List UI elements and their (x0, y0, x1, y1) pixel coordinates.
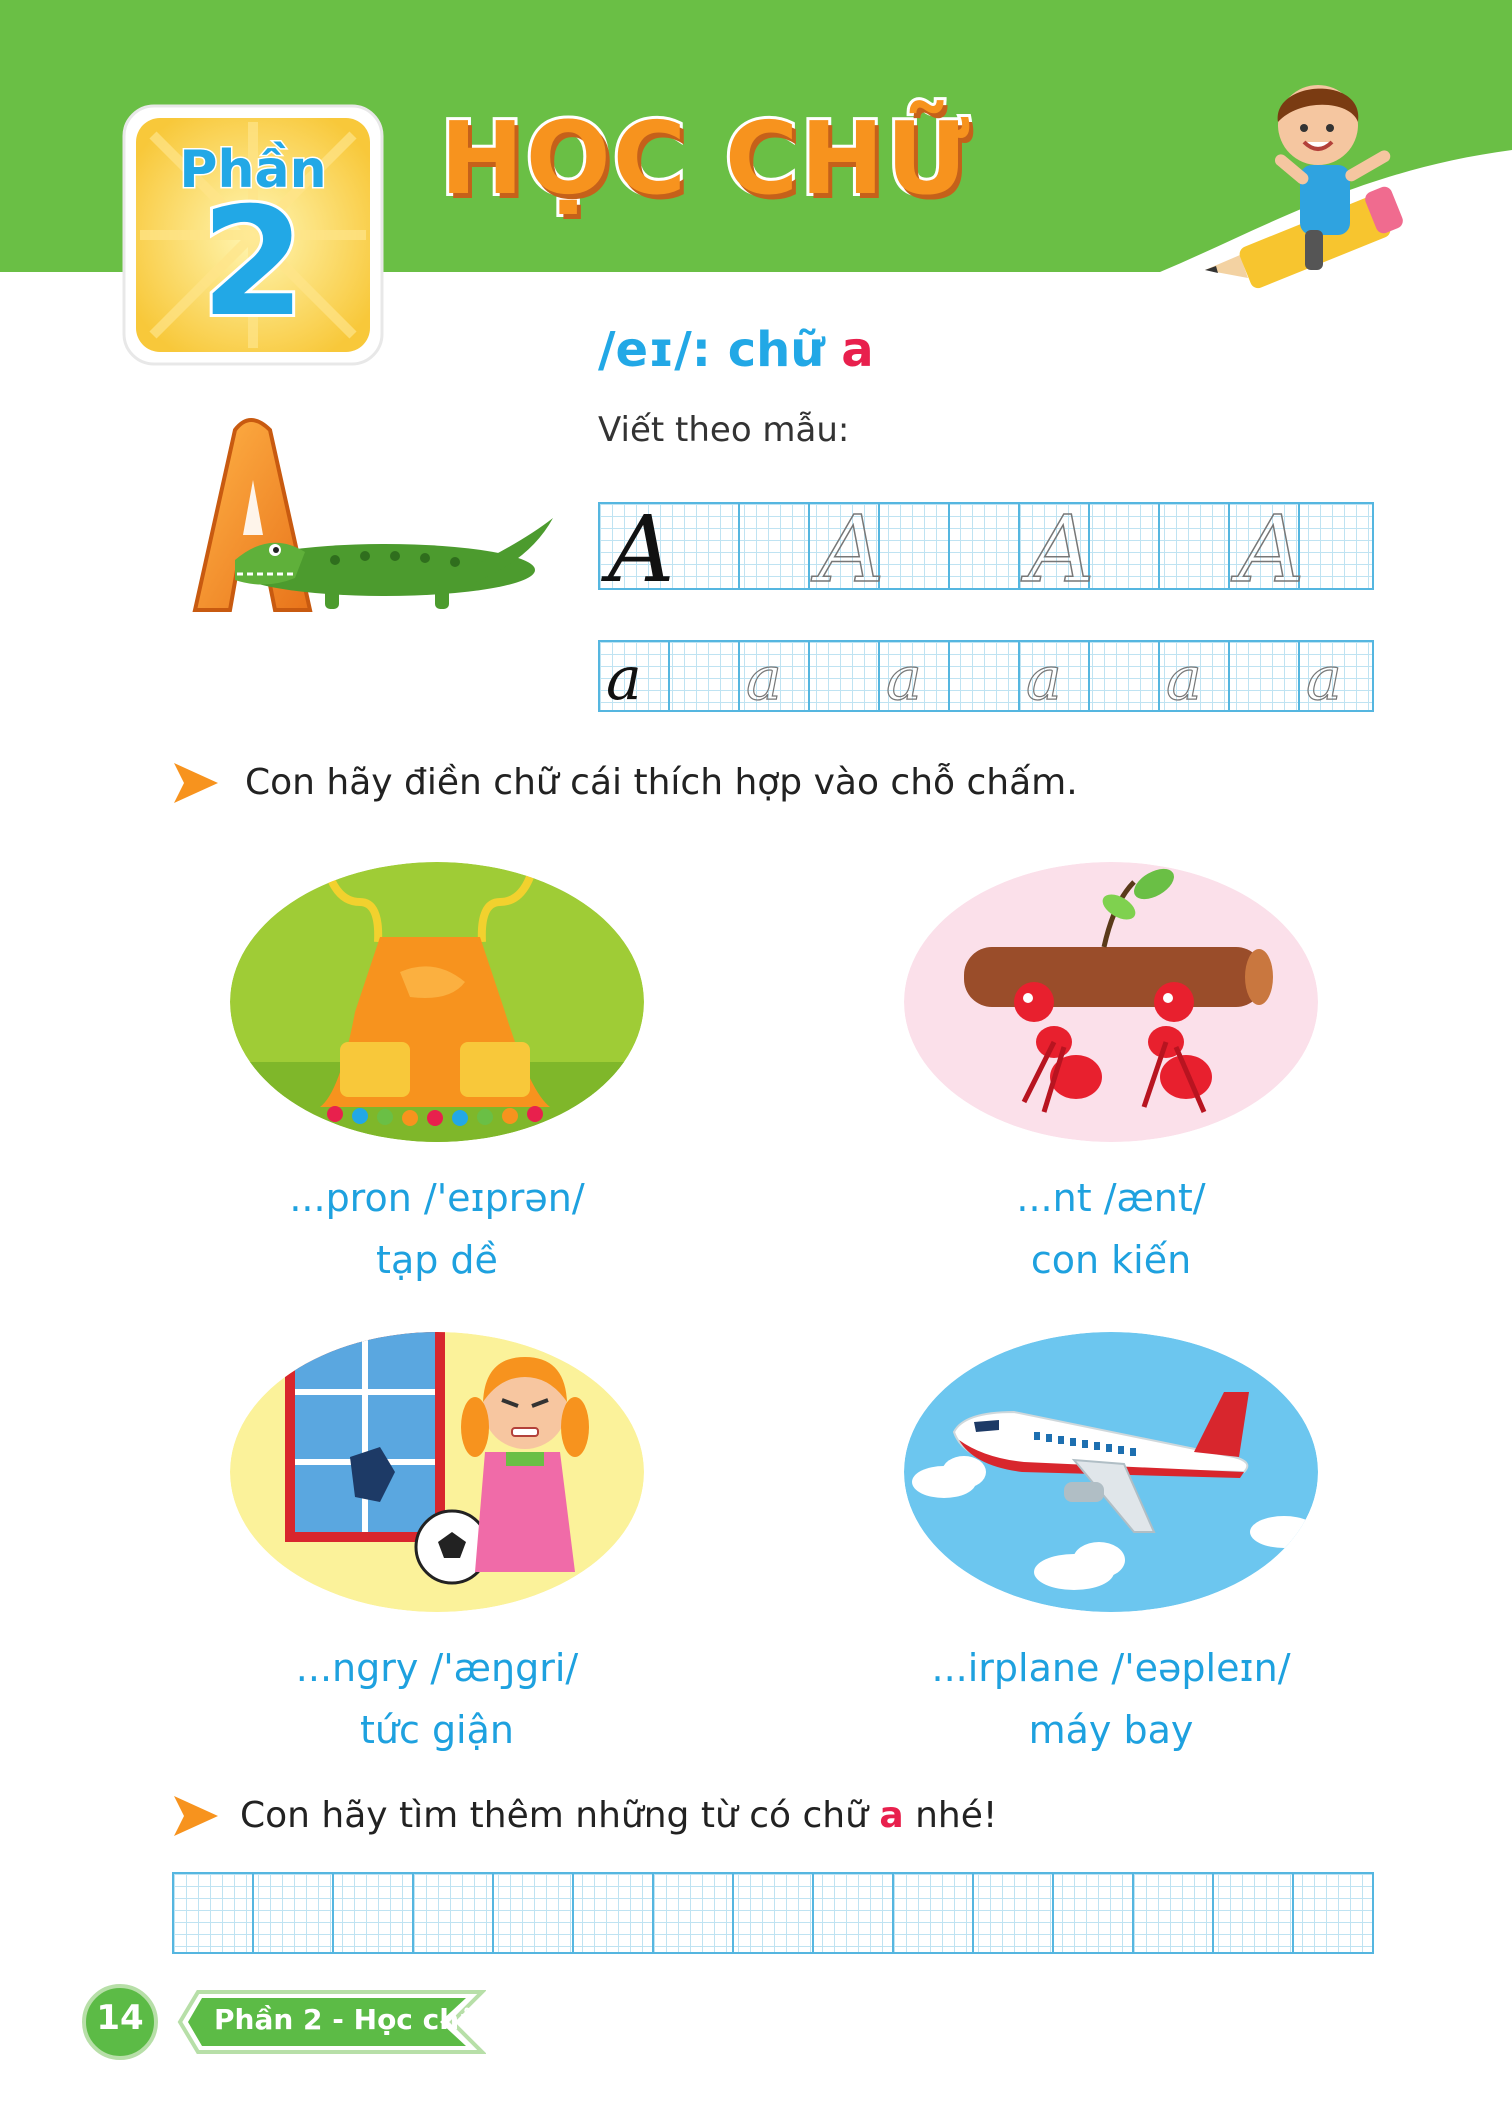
uppercase-practice-grid[interactable] (598, 496, 1374, 603)
page-number: 14 (96, 1998, 144, 2038)
word-2: ...nt /ænt/ (1016, 1176, 1206, 1220)
part-number: 2 (200, 176, 306, 350)
phonics-heading (598, 322, 874, 378)
letter-a-crocodile-illustration (175, 410, 555, 630)
lowercase-trace-letter: a (886, 644, 922, 714)
target-letter: a (841, 322, 874, 378)
lowercase-practice-grid[interactable] (598, 640, 1374, 712)
lowercase-trace-letter: a (1166, 644, 1202, 714)
exercise2-instruction (240, 1795, 997, 1836)
lowercase-model-letter: a (606, 644, 642, 714)
word-1: ...pron /'eɪprən/ (289, 1176, 585, 1220)
lowercase-trace-letter: a (1306, 644, 1342, 714)
exercise2-text-after: nhé! (915, 1795, 998, 1836)
exercise2-letter: a (879, 1795, 904, 1836)
copy-instruction: Viết theo mẫu: (598, 410, 850, 450)
airplane-picture (904, 1332, 1318, 1612)
phoneme: /eɪ/: (598, 322, 711, 378)
section-label: Phần 2 - Học chữ (214, 2003, 480, 2036)
arrow-icon (170, 757, 222, 809)
word-3: ...ngry /'æŋgri/ (295, 1646, 579, 1690)
page-title: HỌC CHỮ (440, 100, 972, 217)
angry-girl-picture (230, 1332, 644, 1612)
lowercase-trace-letter: a (1026, 644, 1062, 714)
uppercase-trace-letter: A (1238, 496, 1305, 603)
meaning-4: máy bay (1028, 1708, 1194, 1752)
boy-on-pencil-illustration (1200, 70, 1420, 290)
apron-picture (230, 862, 644, 1142)
meaning-1: tạp dề (376, 1238, 498, 1282)
uppercase-trace-letter: A (818, 496, 885, 603)
uppercase-trace-letter: A (1028, 496, 1095, 603)
exercise2-text-before: Con hãy tìm thêm những từ có chữ (240, 1795, 868, 1836)
meaning-3: tức giận (359, 1708, 514, 1752)
lowercase-trace-letter: a (746, 644, 782, 714)
arrow-icon (170, 1790, 222, 1842)
chu-word: chữ (727, 322, 825, 378)
exercise1-instruction: Con hãy điền chữ cái thích hợp vào chỗ chấm. (245, 762, 1078, 803)
ants-picture (904, 862, 1318, 1142)
answer-writing-grid[interactable] (172, 1872, 1374, 1954)
meaning-2: con kiến (1030, 1238, 1192, 1282)
part-label: Phần (179, 140, 327, 200)
word-4: ...irplane /'eəpleɪn/ (931, 1646, 1291, 1690)
uppercase-model-letter: A (608, 496, 675, 603)
